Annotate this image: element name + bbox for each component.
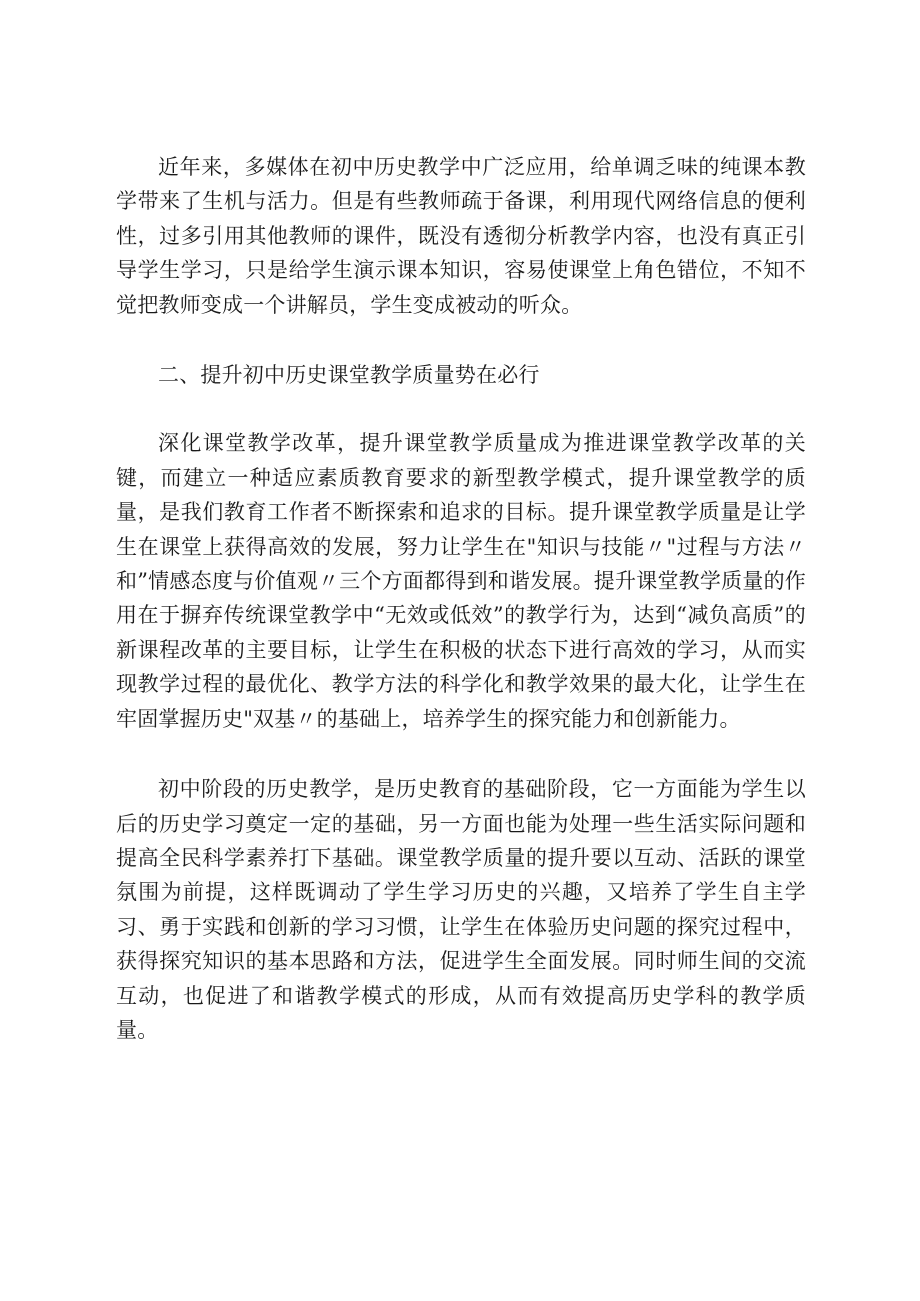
paragraph-teaching-quality: 深化课堂教学改革，提升课堂教学质量成为推进课堂教学改革的关键，而建立一种适应素质教育要求的新型教学模式，提升课堂教学的质量，是我们教育工作者不断探索和追求的目标。提升课堂教学质量是让学生在课堂上获得高效的发展，努力让学生在"知识与技能〃"过程与方法〃和”情感态度与价值观〃三个方面都得到和谐发展。提升课堂教学质量的作用在于摒弃传统课堂教学中“无效或低效”的教学行为，达到“减负高质”的新课程改革的主要目标，让学生在积极的状态下进行高效的学习，从而实现教学过程的最优化、教学方法的科学化和教学效果的最大化，让学生在牢固掌握历史"双基〃的基础上，培养学生的探究能力和创新能力。 <box>116 431 806 731</box>
section-heading-2: 二、提升初中历史课堂教学质量势在必行 <box>158 363 540 388</box>
paragraph-multimedia: 近年来，多媒体在初中历史教学中广泛应用，给单调乏味的纯课本教学带来了生机与活力。但是有些教师疏于备课，利用现代网络信息的便利性，过多引用其他教师的课件，既没有透彻分析教学内容，也没有真正引导学生学习，只是给学生演示课本知识，容易使课堂上角色错位，不知不觉把教师变成一个讲解员，学生变成被动的听众。 <box>116 155 806 317</box>
paragraph-junior-history: 初中阶段的历史教学，是历史教育的基础阶段，它一方面能为学生以后的历史学习奠定一定的基础，另一方面也能为处理一些生活实际问题和提高全民科学素养打下基础。课堂教学质量的提升要以互动、活跃的课堂氛围为前提，这样既调动了学生学习历史的兴趣，又培养了学生自主学习、勇于实践和创新的学习习惯，让学生在体验历史问题的探究过程中，获得探究知识的基本思路和方法，促进学生全面发展。同时师生间的交流互动，也促进了和谐教学模式的形成，从而有效提高历史学科的教学质量。 <box>116 777 806 1042</box>
document-body <box>116 150 806 1047</box>
